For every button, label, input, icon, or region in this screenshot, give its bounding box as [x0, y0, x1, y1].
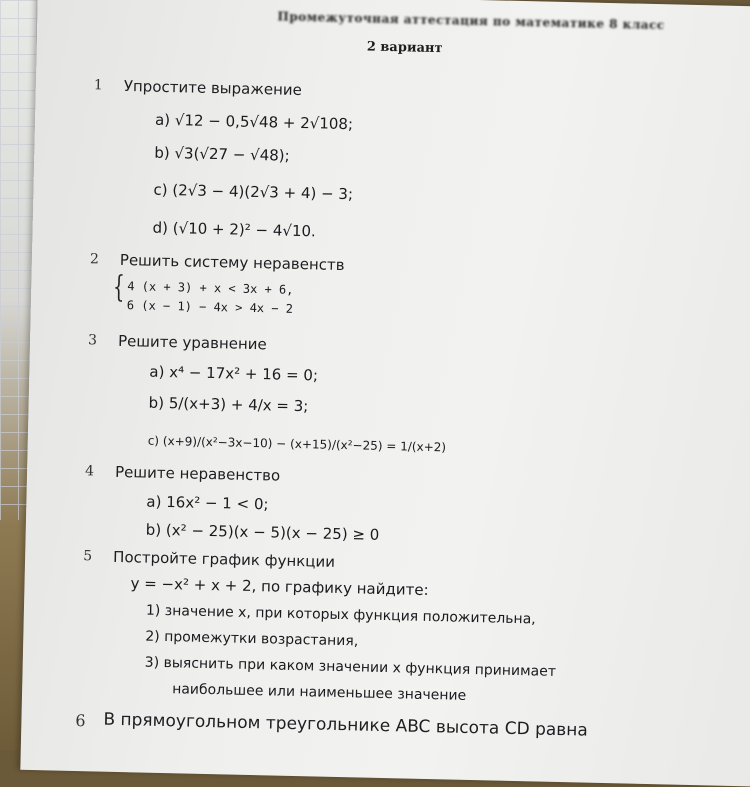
task-item: c) (x+9)/(x²−3x−10) − (x+15)/(x²−25) = 1/(x+2) [147, 433, 447, 455]
task-item: a) √12 − 0,5√48 + 2√108; [154, 110, 354, 134]
task-number: 2 [89, 251, 100, 268]
system-line: 6 (x − 1) − 4x > 4x − 2 [126, 298, 294, 316]
system-line: 4 (x + 3) + x < 3x + 6, [127, 279, 294, 297]
exam-sheet [20, 0, 750, 787]
task-item: наибольшее или наименьшее значение [171, 681, 467, 704]
task-item: a) x⁴ − 17x² + 16 = 0; [149, 362, 319, 385]
task-number: 4 [84, 463, 95, 480]
task-item: d) (√10 + 2)² − 4√10. [152, 218, 317, 241]
task-number: 5 [82, 548, 93, 565]
task-title: В прямоугольном треугольнике ABC высота CD равна [103, 709, 589, 741]
task-title: Решите неравенство [114, 462, 281, 485]
task-subtitle: y = −x² + x + 2, по графику найдите: [130, 574, 429, 600]
task-item: b) (x² − 25)(x − 5)(x − 25) ≥ 0 [145, 520, 380, 544]
task-item: b) 5/(x+3) + 4/x = 3; [148, 393, 309, 416]
system-brace: { [112, 269, 125, 306]
variant-title: 2 вариант [366, 39, 443, 57]
task-title: Решить систему неравенств [119, 250, 345, 275]
task-item: b) √3(√27 − √48); [154, 143, 290, 165]
task-item: 2) промежутки возрастания, [145, 628, 359, 650]
sheet-header: Промежуточная аттестация по математике 8 класс [277, 9, 665, 33]
task-number: 3 [87, 332, 98, 349]
task-title: Решите уравнение [117, 331, 267, 354]
task-number: 6 [75, 711, 86, 731]
task-number: 1 [93, 77, 103, 94]
task-item: a) 16x² − 1 < 0; [146, 492, 269, 514]
task-title: Постройте график функции [112, 547, 336, 571]
task-item: 3) выяснить при каком значении x функция принимает [144, 654, 557, 680]
task-item: 1) значение x, при которых функция положительна, [145, 602, 536, 628]
task-title: Упростите выражение [123, 76, 303, 100]
task-item: c) (2√3 − 4)(2√3 + 4) − 3; [153, 180, 354, 204]
